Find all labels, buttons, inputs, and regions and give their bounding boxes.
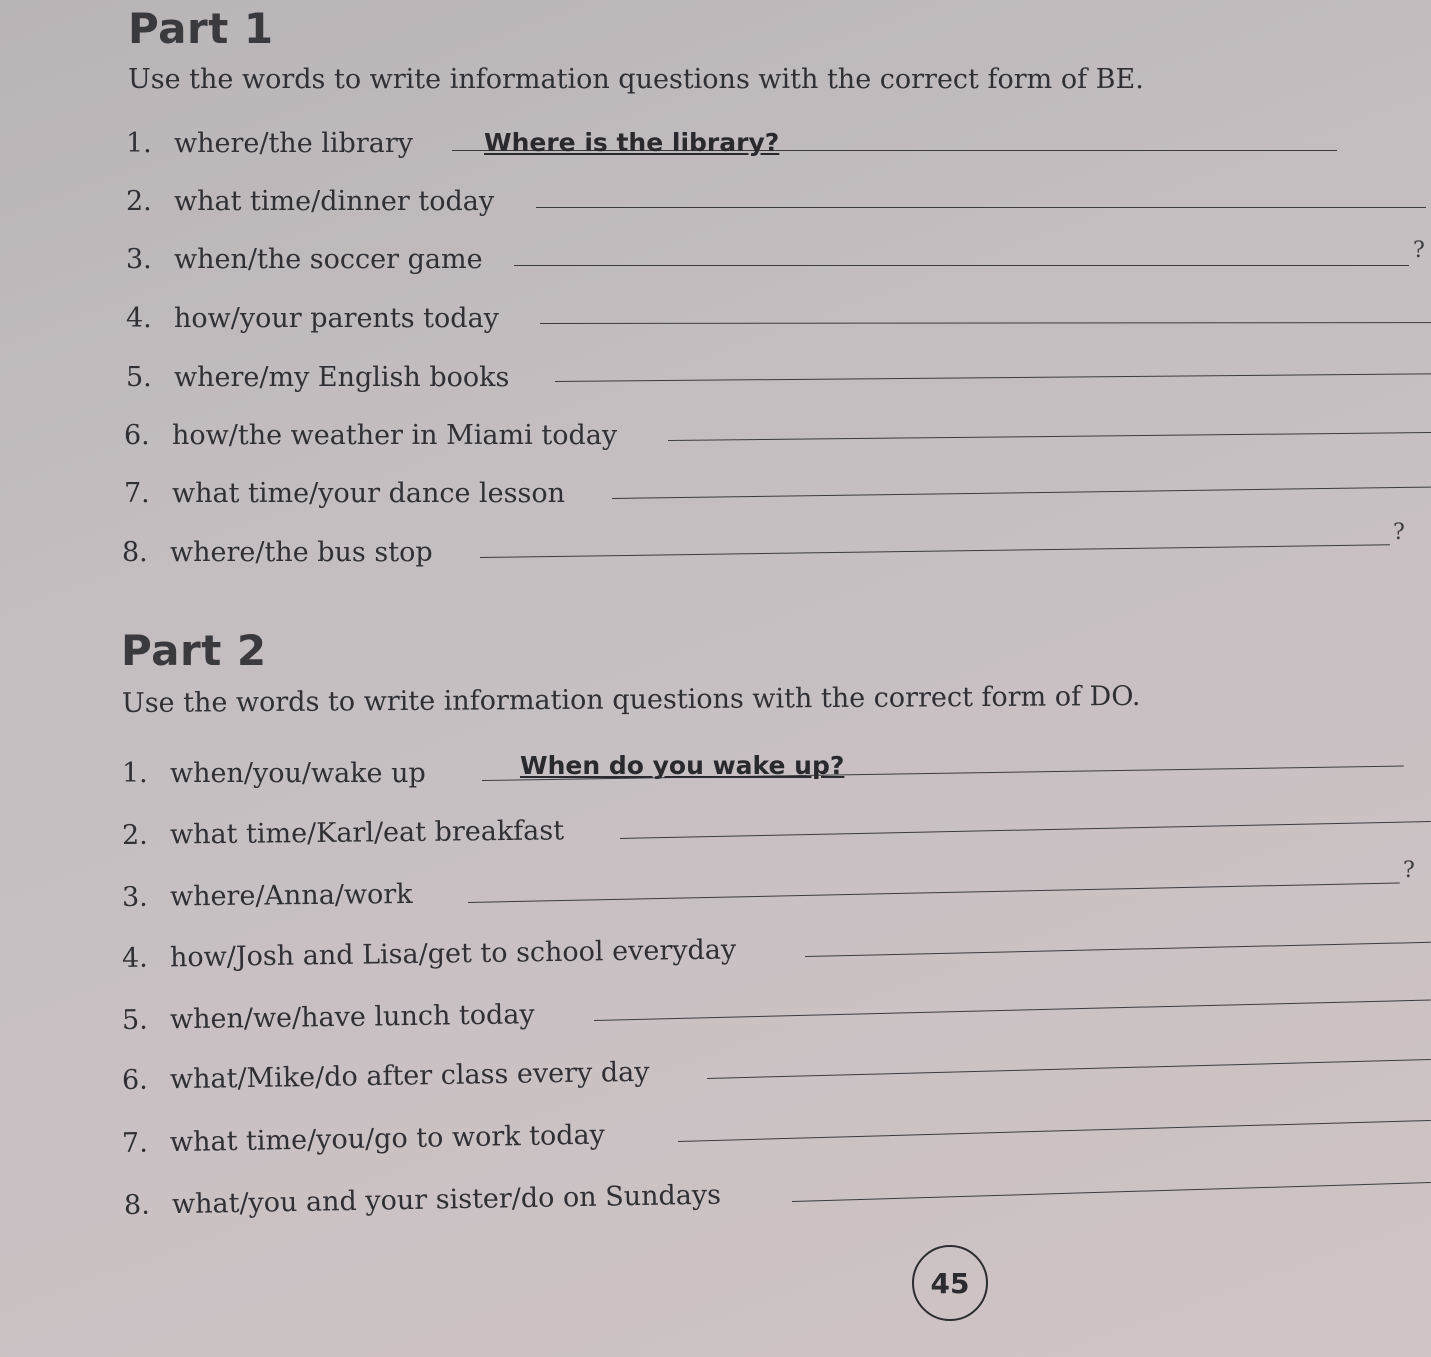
item-number: 6. [124,420,150,451]
part1-instruction: Use the words to write information questions with the correct form of BE. [128,64,1144,95]
item-number: 1. [126,128,152,159]
item-number: 5. [126,362,152,393]
item-prompt: when/the soccer game [174,244,483,275]
part1-item-4 [126,303,499,334]
example-answer: Where is the library? [484,128,780,157]
item-number: 8. [122,537,148,568]
example-answer: When do you wake up? [520,751,845,780]
part1-heading: Part 1 [128,4,274,53]
item-prompt: what/you and your sister/do on Sundays [171,1179,722,1221]
item-prompt: what time/dinner today [174,186,495,217]
question-mark: ? [1403,858,1415,883]
item-number: 3. [121,881,148,913]
item-number: 1. [122,758,148,789]
item-prompt: how/Josh and Lisa/get to school everyday [169,934,737,974]
item-number: 6. [121,1064,149,1096]
part2-item-6 [122,1057,650,1096]
answer-line[interactable] [620,821,1431,839]
answer-line[interactable] [536,207,1426,208]
part2-item-4 [122,934,737,974]
item-number: 7. [124,478,150,509]
item-prompt: where/Anna/work [169,878,413,913]
answer-line[interactable] [805,942,1431,957]
item-number: 4. [121,942,148,974]
item-number: 8. [123,1189,151,1221]
part2-item-1 [122,758,426,789]
answer-line[interactable] [555,373,1431,382]
item-prompt: where/the library [174,128,413,159]
answer-line[interactable] [707,1059,1431,1079]
item-number: 2. [121,819,148,851]
item-prompt: what time/you/go to work today [169,1119,606,1159]
part2-item-2 [122,815,564,851]
part1-item-8 [122,537,433,568]
page-number: 45 [912,1245,988,1321]
answer-line[interactable] [540,322,1431,324]
part2-heading: Part 2 [121,626,267,675]
part1-item-7 [124,478,565,509]
part2-item-5 [122,999,535,1036]
item-number: 5. [121,1004,148,1036]
item-prompt: what time/your dance lesson [172,478,566,509]
question-mark: ? [1393,520,1405,545]
part2-instruction: Use the words to write information questions with the correct form of DO. [121,680,1141,719]
answer-line[interactable] [594,1000,1431,1021]
question-mark: ? [1413,238,1425,263]
item-prompt: what/Mike/do after class every day [169,1056,650,1096]
part1-item-2 [126,186,494,217]
part2-item-7 [122,1120,605,1159]
item-prompt: where/the bus stop [170,537,433,568]
answer-line[interactable] [792,1182,1431,1202]
item-prompt: where/my English books [174,362,510,393]
item-prompt: when/we/have lunch today [169,999,535,1036]
answer-line[interactable] [678,1120,1431,1142]
part1-item-3 [126,244,483,275]
answer-line[interactable] [514,265,1409,266]
part1-item-6 [124,420,617,451]
part2-item-3 [122,879,413,913]
item-number: 3. [126,244,152,275]
part2-item-8 [124,1180,722,1221]
answer-line[interactable] [612,487,1431,499]
answer-line[interactable] [668,432,1431,441]
item-prompt: how/the weather in Miami today [172,420,618,451]
answer-line[interactable] [480,544,1390,558]
part1-item-1 [126,128,413,159]
item-prompt: what time/Karl/eat breakfast [169,815,565,851]
answer-line[interactable] [468,882,1400,903]
item-number: 7. [121,1127,149,1159]
item-number: 4. [126,303,152,334]
item-prompt: how/your parents today [174,303,499,334]
item-number: 2. [126,186,152,217]
part1-item-5 [126,362,509,393]
item-prompt: when/you/wake up [170,758,426,789]
